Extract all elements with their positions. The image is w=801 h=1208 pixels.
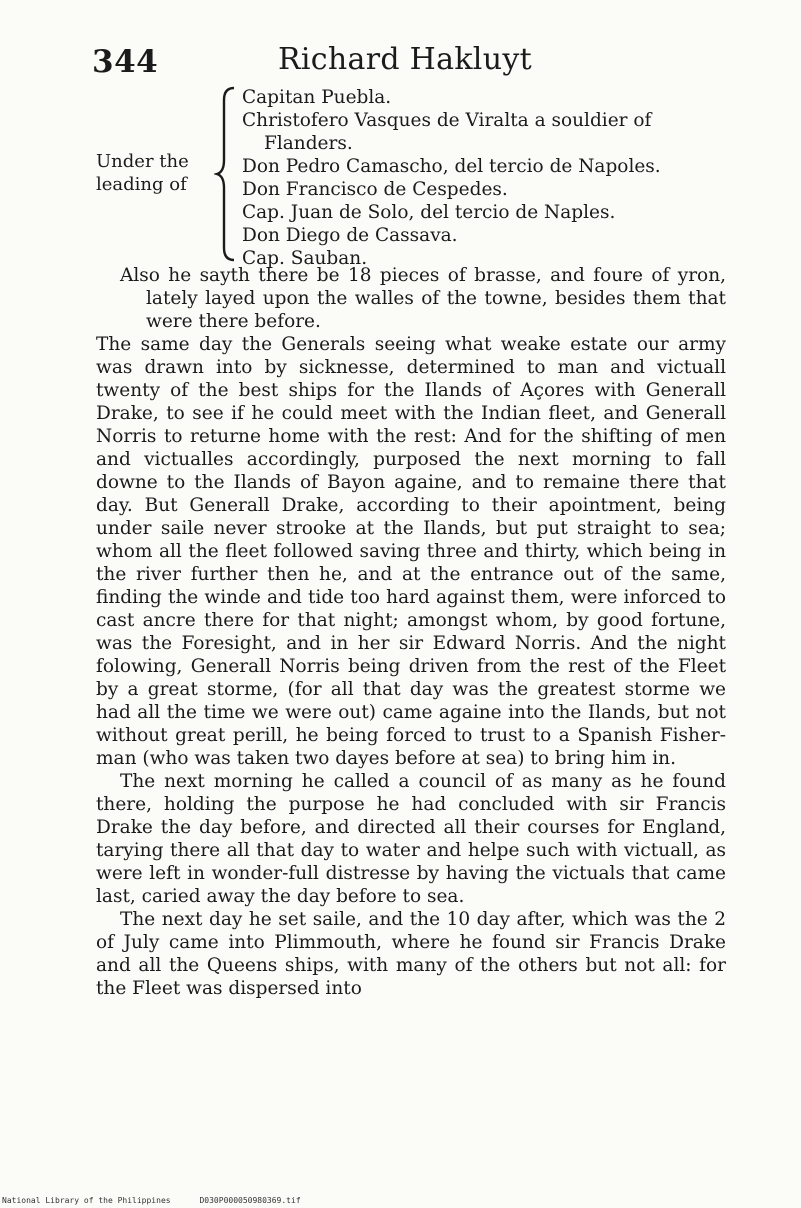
brace-entry: Christofero Vasques de Viralta a souldier of Flanders. — [242, 110, 652, 154]
curly-brace-icon — [214, 86, 238, 262]
paragraph: The same day the Generals seeing what weake estate our army was drawn into by sicknesse, determined to man and victuall twenty of the best ships for the Ilands of Açores with Generall Drake, to see if he could meet with the Indian fleet, and Generall Norris to returne home with the rest: And for the shifting of men and victualles accordingly, purposed the next morning to fall downe to the Ilands of Bayon againe, and to remaine there that day. But Generall Drake, according to their apointment, being under saile never strooke at the Ilands, but put straight to sea; whom all the fleet followed saving three and thirty, which being in the river further then he, and at the entrance out of the same, finding the winde and tide too hard against them, were inforced to cast ancre there for that night; amongst whom, by good fortune, was the Foresight, and in her sir Edward Norris. And the night folowing, Generall Norris being driven from the rest of the Fleet by a great storme, (for all that day was the greatest storme we had all the time we were out) came againe into the Ilands, but not without great perill, he being forced to trust to a Spanish Fisher-man (who was taken two dayes before at sea) to bring him in. — [96, 334, 726, 769]
paragraph: The next morning he called a council of as many as he found there, holding the purpose he had concluded with sir Francis Drake the day before, and directed all their courses for England, tarying there all that day to water and helpe such with victuall, as were left in wonder-full distresse by having the victuals that came last, caried away the day before to sea. — [96, 771, 726, 907]
brace-entry: Don Pedro Camascho, del tercio de Napoles. — [242, 156, 661, 177]
brace-entry-list — [242, 86, 732, 270]
running-title: Richard Hakluyt — [278, 42, 532, 77]
scan-footer — [2, 1196, 301, 1205]
paragraph: The next day he set saile, and the 10 day after, which was the 2 of July came into Plimmouth, where he found sir Francis Drake and all the Queens ships, with many of the others but not all: for the Fleet was dispersed into — [96, 909, 726, 999]
brace-entry: Don Diego de Cassava. — [242, 225, 458, 246]
footer-file-id: D030P000050980369.tif — [199, 1196, 301, 1205]
body-text — [96, 264, 726, 1000]
brace-entry: Cap. Sauban. — [242, 248, 368, 269]
brace-entry: Capitan Puebla. — [242, 87, 392, 108]
footer-source: National Library of the Philippines — [2, 1196, 171, 1205]
page-number: 344 — [92, 44, 159, 80]
brace-entry: Don Francisco de Cespedes. — [242, 179, 508, 200]
paragraph: Also he sayth there be 18 pieces of brasse, and foure of yron, lately layed upon the walles of the towne, besides them that were there before. — [120, 265, 726, 332]
brace-label: Under the leading of — [96, 151, 189, 195]
brace-entry: Cap. Juan de Solo, del tercio de Naples. — [242, 202, 616, 223]
